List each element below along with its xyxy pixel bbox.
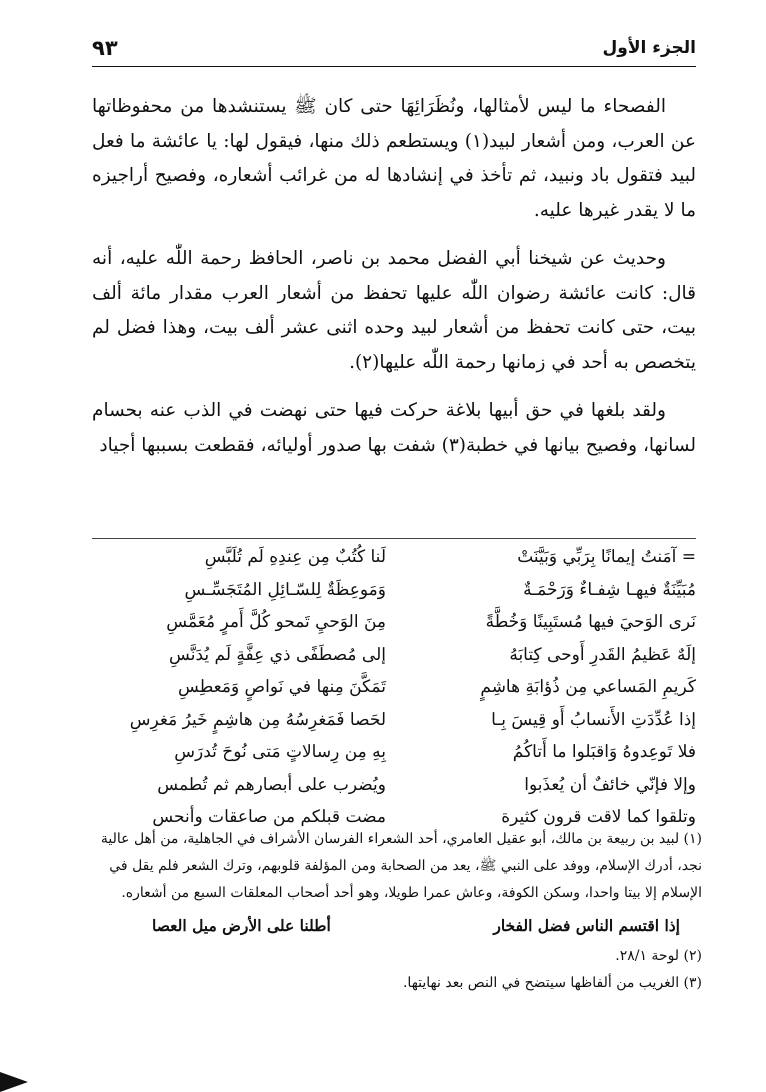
verse-line: [96, 704, 696, 737]
footnote-3: (٣) الغريب من ألفاظها سيتضح في النص بعد نهايتها.: [402, 975, 702, 991]
verse-first-hemistich: وإلا فإنّي خائفٌ أن يُعذَبوا: [524, 774, 696, 795]
paragraph-3: ولقد بلغها في حق أبيها بلاغة حركت فيها حتى نهضت في الذب عنه بحسام لسانها، وفصيح بيانها في خطبة(٣) شفت بها صدور أوليائه، فقطعت بسببها أجياد: [92, 400, 696, 456]
paragraph-2: وحديث عن شيخنا أبي الفضل محمد بن ناصر، الحافظ رحمة اللّٰه عليه، أنه قال: كانت عائشة رضوان اللّٰه عليها تحفظ من أشعار العرب مقدار مائة ألف بيت، حتى كانت تحفظ من أشعار لبيد وحده اثنى عشر ألف بيت، وهذا فضل لم يتخصص به أحد في زمانها رحمة اللّٰه عليها(٢).: [92, 248, 696, 373]
verse-first-hemistich: نَرى الوَحيَ فيها مُستَبِينًا وَخُطَّةً: [485, 612, 696, 632]
verse-second-hemistich: وَمَوعِظَةٌ لِلسّـائِلِ المُتَجَسِّـسِ: [184, 579, 386, 600]
footnote-1: (١) لبيد بن ربيعة بن مالك، أبو عقيل العامري، أحد الشعراء الفرسان الأشراف في الجاهلية، من أهل عالية نجد، أدرك الإسلام، ووفد على النبي ﷺ، يعد من الصحابة ومن المؤلفة قلوبهم، وترك الشعر فلم يقل في الإسلام إلا بيتا واحدا، وسكن الكوفة، وعاش عمرا طويلا، وهو أحد أصحاب المعلقات السبع من أشعاره.: [100, 831, 702, 901]
verse-second-hemistich: مِنَ الوَحيِ تَمحو كُلَّ أَمرٍ مُعَمَّسِ: [166, 612, 386, 632]
verse-second-hemistich: لحَصا فَمَغرِسُهُ مِن هاشِمٍ خَيرُ مَغرِسِ: [129, 709, 386, 730]
verse-first-hemistich: = آمَنتُ إيمانًا بِرَبِّي وَبَيَّنَتْ: [517, 547, 696, 567]
paragraph-1: الفصحاء ما ليس لأمثالها، ونُظَرَائِهَا حتى كان ﷺ يستنشدها من محفوظاتها عن العرب، ومن أشعار لبيد(١) ويستطعم ذلك منها، فيقول لها: يا عائشة ما فعل لبيد فتقول باد ونبيد، ثم تأخذ في إنشادها له من غرائب أشعاره، وفصيح أراجيزه ما لا يقدر غيرها عليه.: [92, 96, 697, 221]
verse-line: [96, 769, 696, 802]
footnote-verse-second: أطلنا على الأرض ميل العصا: [152, 916, 331, 935]
page-header: [92, 34, 696, 67]
verse-second-hemistich: إلى مُصطَفًى ذي عِفَّةٍ لَم يُدَنَّسِ: [169, 644, 386, 665]
verse-second-hemistich: تَمَكَّنَ مِنها في نَواصٍ وَمَعطِسِ: [178, 677, 386, 697]
verse-line: [96, 736, 696, 769]
verse-second-hemistich: بِهِ مِن رِسالاتٍ مَتى نُوحَ تُدرَسِ: [174, 742, 386, 762]
poem-verses: [96, 541, 696, 834]
verse-line: [96, 671, 696, 704]
verse-line: [96, 639, 696, 672]
footnote-2: (٢) لوحة ٢٨/١.: [615, 948, 702, 964]
verse-first-hemistich: إذا عُدِّدَتِ الأَنسابُ أَو قِيسَ بِـا: [491, 709, 696, 730]
verse-first-hemistich: فلا تَوعِدوهُ وَاقبَلوا ما أَتاكُمُ: [512, 742, 696, 762]
verse-second-hemistich: مضت قبلكم من صاعقات وأنحس: [152, 807, 386, 827]
verse-line: [96, 541, 696, 574]
footnote-verse-first: إذا اقتسم الناس فضل الفخار: [493, 916, 680, 935]
verse-first-hemistich: إلَهٌ عَظيمُ القَدرِ أَوحى كِتابَهُ: [509, 644, 696, 665]
verse-first-hemistich: كَريمِ المَساعي مِن ذُؤابَةِ هاشِمٍ: [480, 677, 696, 697]
page-corner-marker: [0, 1072, 28, 1092]
part-title: الجزء الأول: [602, 38, 696, 58]
verse-second-hemistich: لَنا كُتُبٌ مِن عِندِهِ لَم تُلَبَّسِ: [204, 547, 386, 567]
footnote-verse: [92, 907, 702, 943]
verse-second-hemistich: ويُضرب على أبصارهم ثم تُطمس: [157, 774, 386, 795]
page-number: ٩٣: [92, 36, 118, 60]
verse-separator: [92, 538, 696, 539]
main-text: [92, 90, 696, 477]
verse-line: [96, 606, 696, 639]
verse-first-hemistich: مُبَيِّنَةٌ فيهـا شِفـاءٌ وَرَحْمَـةٌ: [523, 579, 696, 600]
verse-first-hemistich: وتلقوا كما لاقت قرون كثيرة: [501, 807, 696, 827]
verse-line: [96, 574, 696, 607]
footnotes: [92, 826, 702, 997]
